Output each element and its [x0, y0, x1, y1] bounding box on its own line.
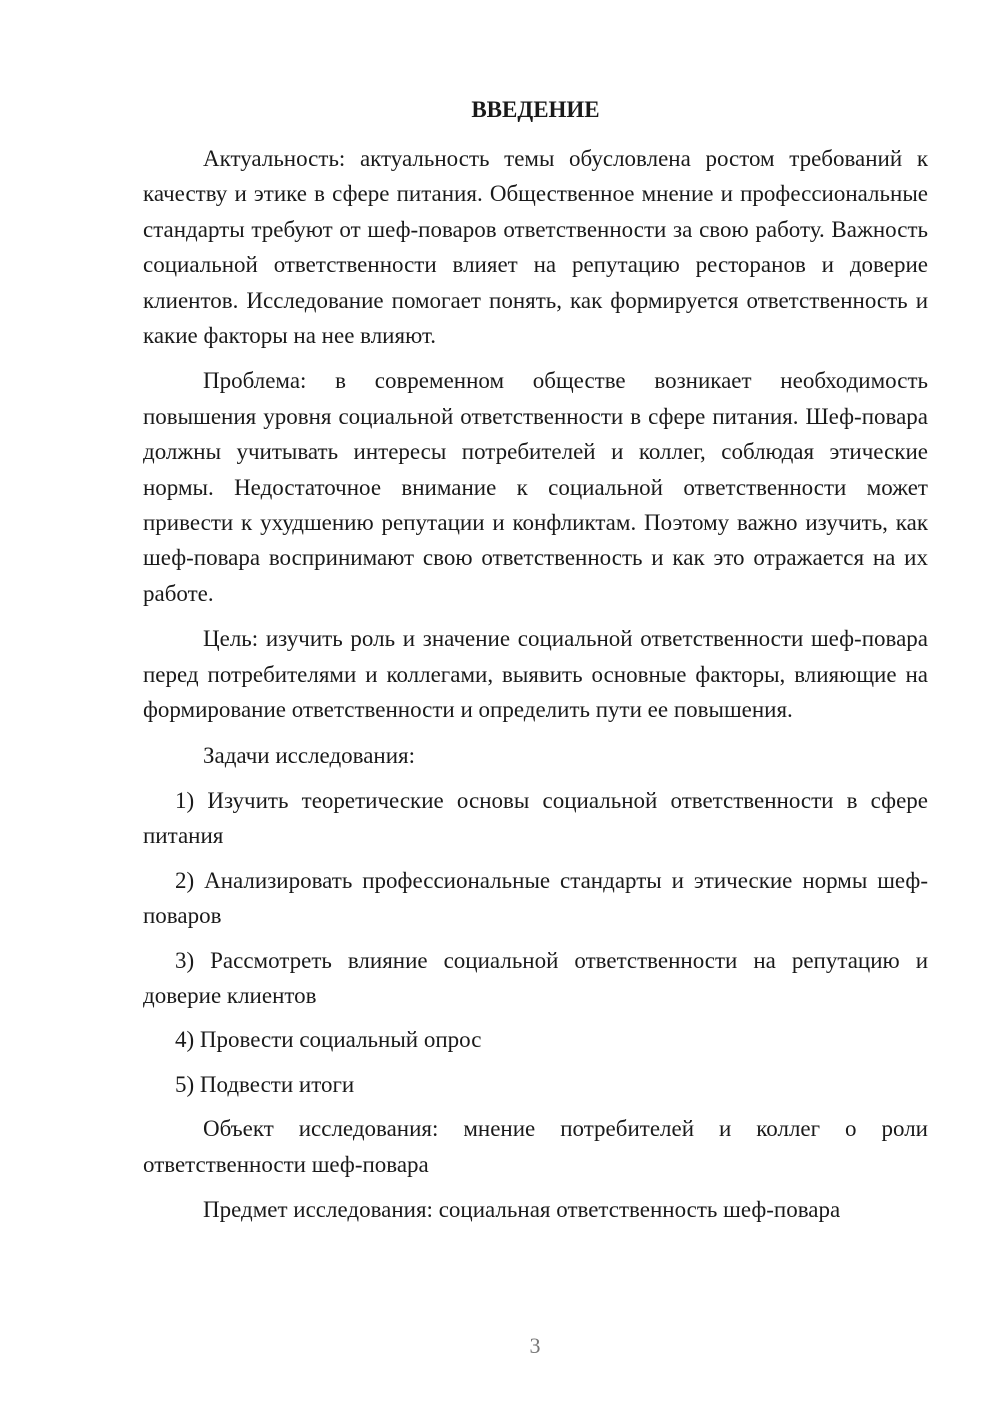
paragraph-problem: Проблема: в современном обществе возникает необходимость повышения уровня социальной ответственности в сфере питания. Шеф-повара должны учитывать интересы потребителей и коллег, соблюдая этические нормы. Недостаточное внимание к социальной ответственности может привести к ухудшению репутации и конфликтам. Поэтому важно изучить, как шеф-повара воспринимают свою ответственность и как это отражается на их работе.	[143, 368, 928, 606]
paragraph-tasks-heading: Задачи исследования:	[203, 742, 416, 768]
task-item-3: 3) Рассмотреть влияние социальной ответственности на репутацию и доверие клиентов	[143, 947, 928, 1008]
paragraph-object: Объект исследования: мнение потребителей и коллег о роли ответственности шеф-повара	[143, 1116, 928, 1177]
document-page	[143, 92, 928, 1237]
task-item-2: 2) Анализировать профессиональные стандарты и этические нормы шеф-поваров	[143, 867, 928, 929]
task-item-1: 1) Изучить теоретические основы социальной ответственности в сфере питания	[143, 787, 928, 849]
paragraph-subject: Предмет исследования: социальная ответственность шеф-повара	[203, 1196, 841, 1222]
paragraph-goal: Цель: изучить роль и значение социальной ответственности шеф-повара перед потребителями и коллегами, выявить основные факторы, влияющие на формирование ответственности и определить пути ее повышения.	[143, 626, 928, 723]
task-item-4: 4) Провести социальный опрос	[175, 1027, 482, 1053]
section-title: ВВЕДЕНИЕ	[471, 97, 600, 122]
task-item-5: 5) Подвести итоги	[175, 1071, 355, 1097]
page-number: 3	[529, 1333, 541, 1358]
paragraph-relevance: Актуальность: актуальность темы обусловлена ростом требований к качеству и этике в сфере питания. Общественное мнение и профессиональные стандарты требуют от шеф-поваров ответственности за свою работу. Важность социальной ответственности влияет на репутацию ресторанов и доверие клиентов. Исследование помогает понять, как формируется ответственность и какие факторы на нее влияют.	[143, 146, 928, 349]
